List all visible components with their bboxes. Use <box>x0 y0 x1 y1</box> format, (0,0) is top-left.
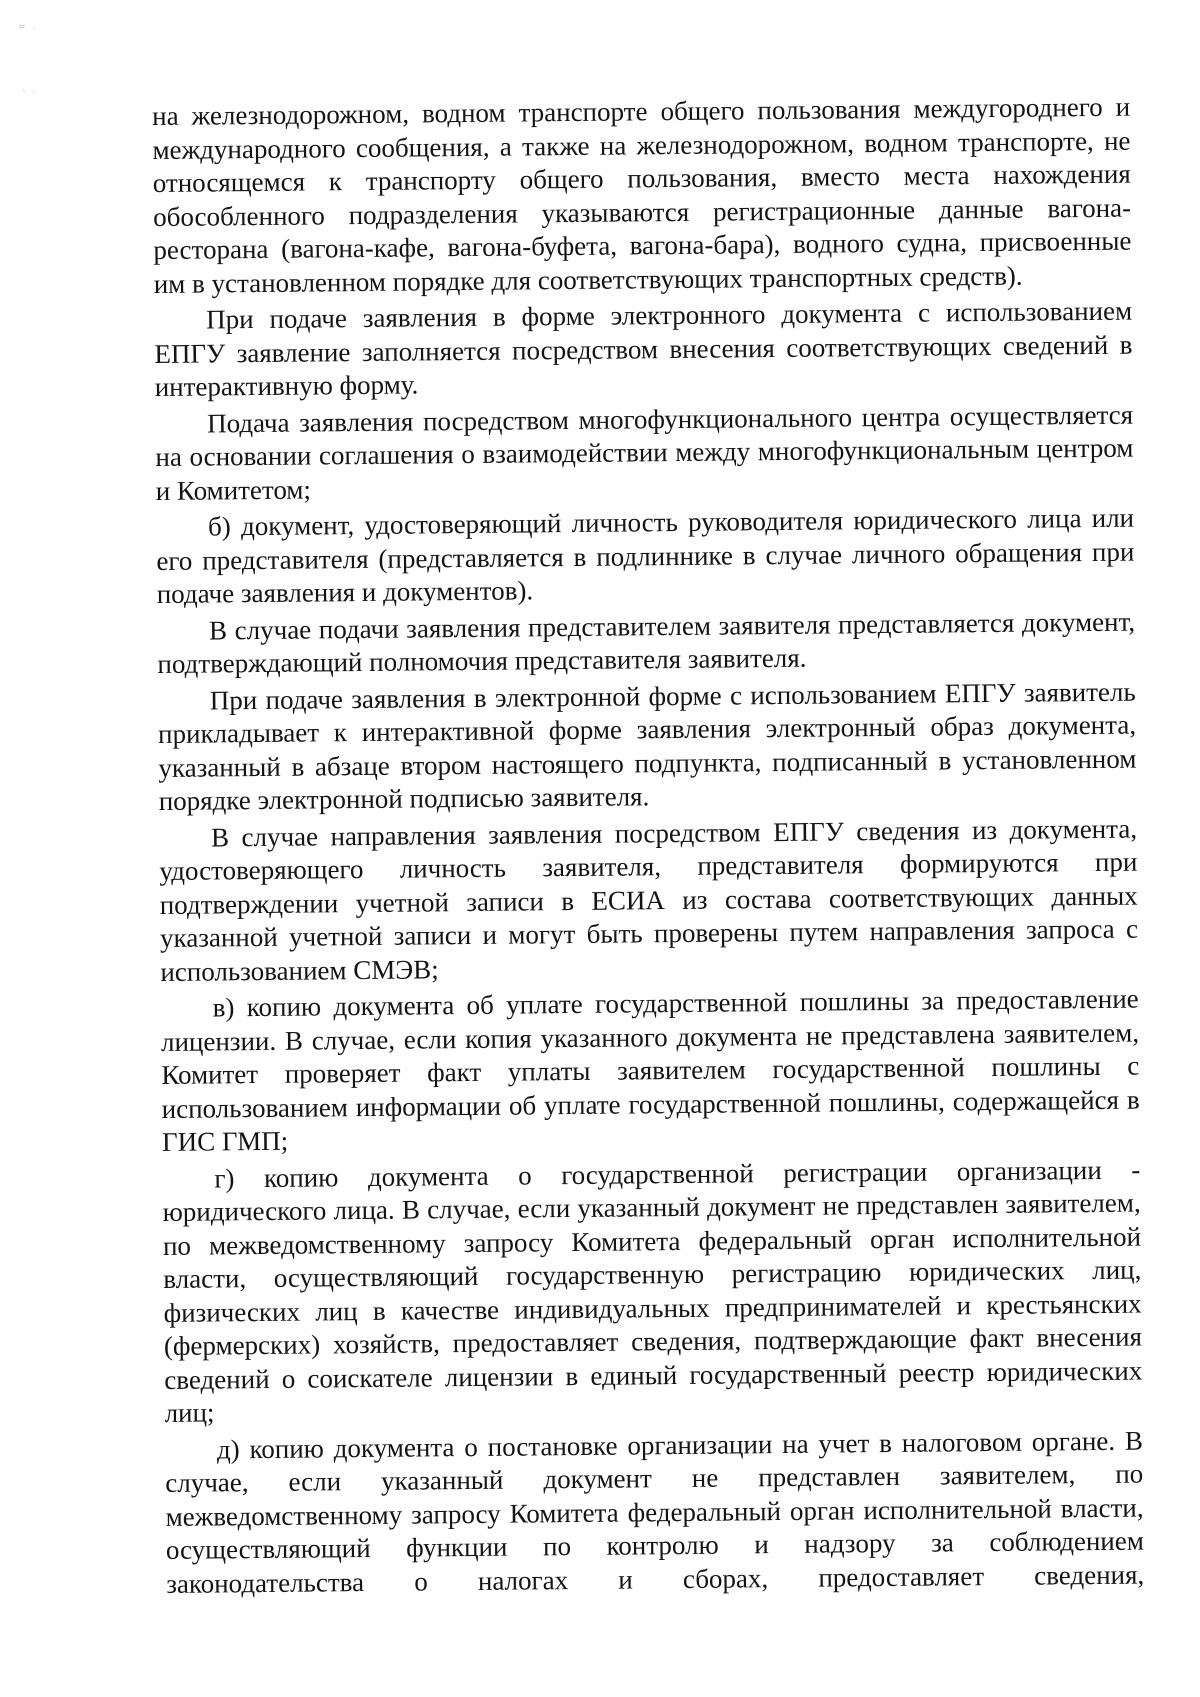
paragraph-item-g: г) копию документа о государственной регистрации организации - юридического лица. В случае, если указанный документ не представлен заявителем, по межведомственному запросу Комитета федеральный орган исполнительной власти, осуществляющий государственную регистрацию юридических лиц, физических лиц в качестве индивидуальных предпринимателей и крестьянских (фермерских) хозяйств, предоставляет сведения, подтверждающие факт внесения сведений о соискателе лицензии в единый государственный реестр юридических лиц; <box>162 1154 1143 1428</box>
paragraph-representative: В случае подачи заявления представителем заявителя представляется документ, подтверждающий полномочия представителя заявителя. <box>157 606 1136 679</box>
paragraph-epgu-form: При подаче заявления в форме электронного документа с использованием ЕПГУ заявление заполняется посредством внесения соответствующих сведений в интерактивную форму. <box>154 295 1133 402</box>
paragraph-esia-data: В случае направления заявления посредством ЕПГУ сведения из документа, удостоверяющего личность заявителя, представителя формируются при подтверждении учетной записи в ЕСИА из состава соответствующих данных указанной учетной записи и могут быть проверены путем направления запроса с использованием СМЭВ; <box>159 813 1139 987</box>
paragraph-item-b: б) документ, удостоверяющий личность руководителя юридического лица или его представителя (представляется в подлиннике в случае личного обращения при подаче заявления и документов). <box>156 502 1135 609</box>
paragraph-electronic-submission: При подаче заявления в электронной форме с использованием ЕПГУ заявитель прикладывает к интерактивной форме заявления электронный образ документа, указанный в абзаце втором настоящего подпункта, подписанный в установленном порядке электронной подписью заявителя. <box>157 676 1137 816</box>
paragraph-item-v: в) копию документа об уплате государственной пошлины за предоставление лицензии. В случае, если копия указанного документа не представлена заявителем, Комитет проверяет факт уплаты заявителем государственной пошлины с использованием информации об уплате государственной пошлины, содержащейся в ГИС ГМП; <box>160 983 1140 1157</box>
paragraph-mfc-submission: Подача заявления посредством многофункционального центра осуществляется на основании соглашения о взаимодействии между многофункциональным центром и Комитетом; <box>155 399 1134 506</box>
document-body <box>152 91 1144 1604</box>
scan-artifact: - . <box>22 86 37 96</box>
paragraph-continuation: на железнодорожном, водном транспорте общего пользования междугороднего и международного сообщения, а также на железнодорожном, водном транспорте, не относящемся к транспорту общего пользования, вместо места нахождения обособленного подразделения указываются регистрационные данные вагона-ресторана (вагона-кафе, вагона-буфета, вагона-бара), водного судна, присвоенные им в установленном порядке для соответствующих транспортных средств). <box>152 91 1132 299</box>
paragraph-item-d: д) копию документа о постановке организации на учет в налоговом органе. В случае, если указанный документ не представлен заявителем, по межведомственному запросу Комитета федеральный орган исполнительной власти, осуществляющий функции по контролю и надзору за соблюдением законодательства о налогах и сборах, предоставляет сведения, <box>165 1425 1145 1599</box>
scan-artifact: = . <box>18 22 38 32</box>
